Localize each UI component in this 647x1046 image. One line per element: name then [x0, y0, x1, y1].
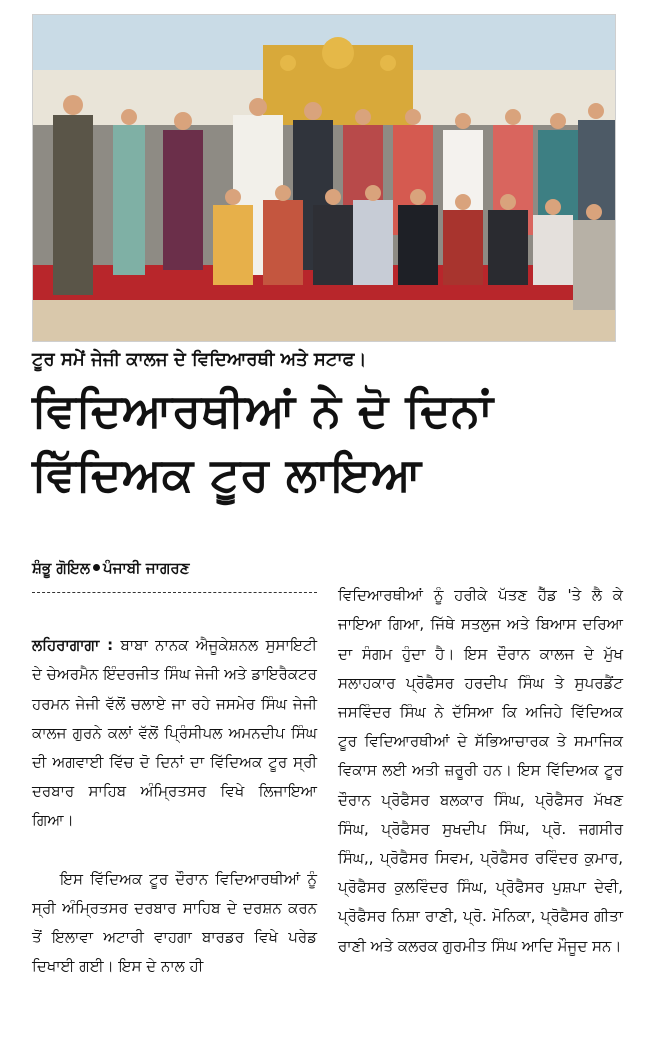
photo-caption: ਟੂਰ ਸਮੇਂ ਜੇਜੀ ਕਾਲਜ ਦੇ ਵਿਦਿਆਰਥੀ ਅਤੇ ਸਟਾਫ। — [32, 349, 367, 370]
article-paragraph-1 — [32, 631, 317, 835]
article-paragraph-1-text: ਬਾਬਾ ਨਾਨਕ ਐਜੂਕੇਸ਼ਨਲ ਸੁਸਾਇਟੀ ਦੇ ਚੇਅਰਮੈਨ ਇੰਦਰਜੀਤ ਸਿੰਘ ਜੇਜੀ ਅਤੇ ਡਾਇਰੈਕਟਰ ਹਰਮਨ ਜੇਜੀ ਵੱਲੋਂ ਚਲਾਏ ਜਾ ਰਹੇ ਜਸਮੇਰ ਸਿੰਘ ਜੇਜੀ ਕਾਲਜ ਗੁਰਨੇ ਕਲਾਂ ਵੱਲੋਂ ਪ੍ਰਿੰਸੀਪਲ ਅਮਨਦੀਪ ਸਿੰਘ ਦੀ ਅਗਵਾਈ ਵਿੱਚ ਦੋ ਦਿਨਾਂ ਦਾ ਵਿੱਦਿਅਕ ਟੂਰ ਸ੍ਰੀ ਦਰਬਾਰ ਸਾਹਿਬ ਅੰਮ੍ਰਿਤਸਰ ਵਿਖੇ ਲਿਜਾਇਆ ਗਿਆ। — [32, 636, 318, 830]
golden-temple-dome-right — [380, 55, 396, 71]
article-column-left — [32, 602, 317, 1011]
golden-temple-dome-left — [280, 55, 296, 71]
byline-separator-dot — [93, 564, 100, 571]
byline — [32, 556, 317, 580]
golden-temple-dome — [322, 37, 354, 69]
headline-line-1: ਵਿਦਿਆਰਥੀਆਂ ਨੇ ਦੋ ਦਿਨਾਂ — [32, 383, 494, 437]
group-photo — [32, 14, 616, 342]
article-paragraph-2 — [32, 865, 317, 982]
article-paragraph-3: ਵਿਦਿਆਰਥੀਆਂ ਨੂੰ ਹਰੀਕੇ ਪੱਤਣ ਹੈੱਡ 'ਤੇ ਲੈ ਕੇ ਜਾਇਆ ਗਿਆ, ਜਿੱਥੇ ਸਤਲੁਜ ਅਤੇ ਬਿਆਸ ਦਰਿਆ ਦਾ ਸੰਗਮ ਹੁੰਦਾ ਹੈ। ਇਸ ਦੌਰਾਨ ਕਾਲਜ ਦੇ ਮੁੱਖ ਸਲਾਹਕਾਰ ਪ੍ਰੋਫੈਸਰ ਹਰਦੀਪ ਸਿੰਘ ਤੇ ਸੁਪਰਡੈਂਟ ਜਸਵਿੰਦਰ ਸਿੰਘ ਨੇ ਦੱਸਿਆ ਕਿ ਅਜਿਹੇ ਵਿੱਦਿਅਕ ਟੂਰ ਵਿਦਿਆਰਥੀਆਂ ਦੇ ਸੱਭਿਆਚਾਰਕ ਤੇ ਸਮਾਜਿਕ ਵਿਕਾਸ ਲਈ ਅਤੀ ਜ਼ਰੂਰੀ ਹਨ। ਇਸ ਵਿੱਦਿਅਕ ਟੂਰ ਦੌਰਾਨ ਪ੍ਰੋਫੈਸਰ ਬਲਕਾਰ ਸਿੰਘ, ਪ੍ਰੋਫੈਸਰ ਮੱਖਣ ਸਿੰਘ, ਪ੍ਰੋਫੈਸਰ ਸੁਖਦੀਪ ਸਿੰਘ, ਪ੍ਰੋ. ਜਗਸੀਰ ਸਿੰਘ,, ਪ੍ਰੋਫੈਸਰ ਸਿਵਮ, ਪ੍ਰੋਫੈਸਰ ਰਵਿੰਦਰ ਕੁਮਾਰ, ਪ੍ਰੋਫੈਸਰ ਕੁਲਵਿੰਦਰ ਸਿੰਘ, ਪ੍ਰੋਫੈਸਰ ਪੁਸ਼ਪਾ ਦੇਵੀ, ਪ੍ਰੋਫੈਸਰ ਨਿਸ਼ਾ ਰਾਣੀ, ਪ੍ਰੋ. ਮੋਨਿਕਾ, ਪ੍ਰੋਫੈਸਰ ਗੀਤਾ ਰਾਣੀ ਅਤੇ ਕਲਰਕ ਗੁਰਮੀਤ ਸਿੰਘ ਆਦਿ ਮੌਜੂਦ ਸਨ। — [338, 586, 623, 955]
group-photo-illustration — [33, 15, 615, 341]
byline-publication: ਪੰਜਾਬੀ ਜਾਗਰਣ — [103, 559, 190, 577]
headline — [32, 378, 632, 506]
pavement — [33, 300, 615, 341]
article-paragraph-2-text: ਇਸ ਵਿੱਦਿਅਕ ਟੂਰ ਦੌਰਾਨ ਵਿਦਿਆਰਥੀਆਂ ਨੂੰ ਸ੍ਰੀ ਅੰਮ੍ਰਿਤਸਰ ਦਰਬਾਰ ਸਾਹਿਬ ਦੇ ਦਰਸ਼ਨ ਕਰਨ ਤੋਂ ਇਲਾਵਾ ਅਟਾਰੀ ਵਾਹਗਾ ਬਾਰਡਰ ਵਿਖੇ ਪਰੇਡ ਦਿਖਾਈ ਗਈ। ਇਸ ਦੇ ਨਾਲ ਹੀ — [32, 869, 317, 976]
headline-line-2: ਵਿੱਦਿਅਕ ਟੂਰ ਲਾਇਆ — [32, 447, 422, 501]
article-column-right — [338, 552, 623, 990]
byline-divider — [32, 592, 317, 593]
article-dateline: ਲਹਿਰਾਗਾਗਾ : — [32, 636, 114, 655]
byline-author: ਸ਼ੰਭੂ ਗੋਇਲ — [32, 559, 91, 577]
